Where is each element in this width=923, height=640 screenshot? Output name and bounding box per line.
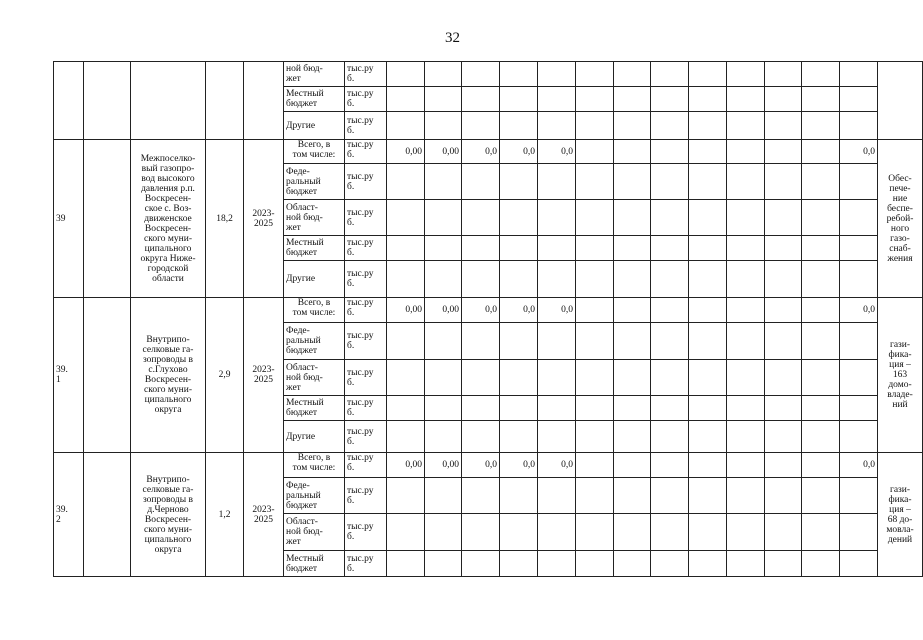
empty-cell <box>387 87 425 112</box>
value-cell: 0,0 <box>840 453 878 478</box>
empty-cell <box>802 298 840 323</box>
empty-cell <box>727 396 765 421</box>
empty-cell <box>727 112 765 140</box>
unit-label: тыс.ру б. <box>345 164 387 200</box>
value-cell: 0,0 <box>538 453 576 478</box>
empty-cell <box>651 478 689 514</box>
blank-cell <box>84 453 131 577</box>
empty-cell <box>651 236 689 261</box>
empty-cell <box>840 478 878 514</box>
empty-cell <box>651 62 689 87</box>
empty-cell <box>538 236 576 261</box>
empty-cell <box>387 200 425 236</box>
value-cell: 0,00 <box>425 298 462 323</box>
empty-cell <box>765 323 802 360</box>
empty-cell <box>802 236 840 261</box>
empty-cell <box>387 164 425 200</box>
funding-source-label: Местный бюджет <box>284 87 345 112</box>
expected-result: гази- фика- ция – 163 домо- владе- ний <box>878 298 923 453</box>
funding-source-label: Феде- ральный бюджет <box>284 478 345 514</box>
empty-cell <box>727 478 765 514</box>
empty-cell <box>651 200 689 236</box>
empty-cell <box>765 551 802 577</box>
empty-cell <box>387 62 425 87</box>
empty-cell <box>538 478 576 514</box>
empty-cell <box>462 261 500 298</box>
empty-cell <box>727 200 765 236</box>
empty-cell <box>500 396 538 421</box>
empty-cell <box>425 112 462 140</box>
empty-cell <box>614 112 651 140</box>
empty-cell <box>500 360 538 396</box>
unit-label: тыс.ру б. <box>345 514 387 551</box>
funding-source-label: Феде- ральный бюджет <box>284 164 345 200</box>
blank-cell <box>84 140 131 298</box>
empty-cell <box>576 478 614 514</box>
empty-cell <box>689 421 727 453</box>
object-number: 39. 2 <box>54 453 84 577</box>
object-period: 2023- 2025 <box>244 453 284 577</box>
empty-cell <box>462 360 500 396</box>
empty-cell <box>614 200 651 236</box>
empty-cell <box>802 396 840 421</box>
empty-cell <box>576 236 614 261</box>
empty-cell <box>425 62 462 87</box>
empty-cell <box>576 164 614 200</box>
empty-cell <box>462 323 500 360</box>
empty-cell <box>802 62 840 87</box>
empty-cell <box>538 200 576 236</box>
empty-cell <box>576 551 614 577</box>
object-period: 2023- 2025 <box>244 298 284 453</box>
empty-cell <box>765 200 802 236</box>
empty-cell <box>538 261 576 298</box>
empty-cell <box>651 396 689 421</box>
empty-cell <box>765 62 802 87</box>
empty-cell <box>614 164 651 200</box>
empty-cell <box>614 323 651 360</box>
blank-cell <box>84 62 131 140</box>
empty-cell <box>614 236 651 261</box>
empty-cell <box>614 396 651 421</box>
empty-cell <box>462 87 500 112</box>
empty-cell <box>689 112 727 140</box>
empty-cell <box>538 112 576 140</box>
empty-cell <box>614 62 651 87</box>
unit-label: тыс.ру б. <box>345 551 387 577</box>
num-cell <box>54 62 84 140</box>
empty-cell <box>727 323 765 360</box>
empty-cell <box>576 298 614 323</box>
empty-cell <box>840 87 878 112</box>
empty-cell <box>651 112 689 140</box>
unit-label: тыс.ру б. <box>345 87 387 112</box>
empty-cell <box>614 298 651 323</box>
empty-cell <box>500 261 538 298</box>
empty-cell <box>689 360 727 396</box>
empty-cell <box>387 551 425 577</box>
funding-source-label: Другие <box>284 261 345 298</box>
empty-cell <box>651 453 689 478</box>
empty-cell <box>765 298 802 323</box>
empty-cell <box>425 87 462 112</box>
empty-cell <box>614 360 651 396</box>
funding-source-label: Феде- ральный бюджет <box>284 323 345 360</box>
empty-cell <box>689 298 727 323</box>
empty-cell <box>765 164 802 200</box>
empty-cell <box>765 87 802 112</box>
empty-cell <box>651 514 689 551</box>
empty-cell <box>614 87 651 112</box>
empty-cell <box>765 514 802 551</box>
empty-cell <box>840 360 878 396</box>
funding-source-label: Област- ной бюд- жет <box>284 360 345 396</box>
table-body <box>54 62 923 577</box>
object-length: 2,9 <box>206 298 244 453</box>
empty-cell <box>462 200 500 236</box>
empty-cell <box>425 200 462 236</box>
empty-cell <box>462 164 500 200</box>
value-cell: 0,0 <box>500 298 538 323</box>
empty-cell <box>802 323 840 360</box>
unit-label: тыс.ру б. <box>345 140 387 164</box>
empty-cell <box>765 478 802 514</box>
value-cell: 0,0 <box>500 453 538 478</box>
empty-cell <box>576 514 614 551</box>
empty-cell <box>462 551 500 577</box>
object-name: Внутрипо- селковые га- зопроводы в с.Глухово Воскресен- ского муни- ципального округа <box>131 298 206 453</box>
empty-cell <box>651 323 689 360</box>
empty-cell <box>576 453 614 478</box>
funding-source-label: Област- ной бюд- жет <box>284 200 345 236</box>
empty-cell <box>425 360 462 396</box>
expected-result: гази- фика- ция – 68 до- мовла- дений <box>878 453 923 577</box>
empty-cell <box>614 478 651 514</box>
empty-cell <box>576 62 614 87</box>
empty-cell <box>462 421 500 453</box>
empty-cell <box>765 396 802 421</box>
value-cell: 0,00 <box>387 298 425 323</box>
empty-cell <box>689 261 727 298</box>
empty-cell <box>689 478 727 514</box>
object-name: Внутрипо- селковые га- зопроводы в д.Черново Воскресен- ского муни- ципального округа <box>131 453 206 577</box>
empty-cell <box>500 62 538 87</box>
empty-cell <box>538 323 576 360</box>
result-cell <box>878 62 923 140</box>
empty-cell <box>651 164 689 200</box>
empty-cell <box>387 421 425 453</box>
object-number: 39 <box>54 140 84 298</box>
period-cell <box>244 62 284 140</box>
empty-cell <box>727 87 765 112</box>
unit-label: тыс.ру б. <box>345 478 387 514</box>
unit-label: тыс.ру б. <box>345 360 387 396</box>
table-row <box>54 140 923 164</box>
empty-cell <box>576 323 614 360</box>
empty-cell <box>576 261 614 298</box>
empty-cell <box>500 87 538 112</box>
empty-cell <box>500 551 538 577</box>
empty-cell <box>500 164 538 200</box>
funding-table <box>53 61 923 577</box>
object-period: 2023- 2025 <box>244 140 284 298</box>
table-row <box>54 453 923 478</box>
empty-cell <box>689 200 727 236</box>
empty-cell <box>538 421 576 453</box>
empty-cell <box>387 323 425 360</box>
empty-cell <box>651 87 689 112</box>
empty-cell <box>840 551 878 577</box>
length-cell <box>206 62 244 140</box>
empty-cell <box>802 200 840 236</box>
empty-cell <box>538 551 576 577</box>
empty-cell <box>727 261 765 298</box>
name-cell <box>131 62 206 140</box>
empty-cell <box>651 421 689 453</box>
empty-cell <box>689 236 727 261</box>
empty-cell <box>727 298 765 323</box>
empty-cell <box>727 236 765 261</box>
empty-cell <box>500 514 538 551</box>
funding-source-label: Всего, в том числе: <box>284 453 345 478</box>
empty-cell <box>387 396 425 421</box>
value-cell: 0,0 <box>500 140 538 164</box>
funding-source-label: Другие <box>284 421 345 453</box>
funding-source-label: Местный бюджет <box>284 396 345 421</box>
empty-cell <box>802 421 840 453</box>
funding-source-label: Местный бюджет <box>284 551 345 577</box>
empty-cell <box>614 261 651 298</box>
funding-source-label: Другие <box>284 112 345 140</box>
empty-cell <box>387 261 425 298</box>
empty-cell <box>425 323 462 360</box>
value-cell: 0,0 <box>462 453 500 478</box>
blank-cell <box>84 298 131 453</box>
empty-cell <box>614 551 651 577</box>
expected-result: Обес- пече- ние беспе- ребой- ного газо- снаб- жения <box>878 140 923 298</box>
empty-cell <box>727 140 765 164</box>
empty-cell <box>614 421 651 453</box>
empty-cell <box>802 164 840 200</box>
object-length: 1,2 <box>206 453 244 577</box>
empty-cell <box>840 164 878 200</box>
empty-cell <box>387 112 425 140</box>
value-cell: 0,00 <box>387 453 425 478</box>
unit-label: тыс.ру б. <box>345 62 387 87</box>
empty-cell <box>840 514 878 551</box>
empty-cell <box>840 261 878 298</box>
empty-cell <box>802 261 840 298</box>
empty-cell <box>462 112 500 140</box>
empty-cell <box>500 323 538 360</box>
empty-cell <box>689 87 727 112</box>
empty-cell <box>387 478 425 514</box>
empty-cell <box>651 298 689 323</box>
empty-cell <box>765 236 802 261</box>
empty-cell <box>802 360 840 396</box>
empty-cell <box>500 421 538 453</box>
object-number: 39. 1 <box>54 298 84 453</box>
empty-cell <box>538 514 576 551</box>
empty-cell <box>689 62 727 87</box>
empty-cell <box>765 112 802 140</box>
empty-cell <box>576 112 614 140</box>
empty-cell <box>689 453 727 478</box>
empty-cell <box>425 396 462 421</box>
empty-cell <box>614 453 651 478</box>
empty-cell <box>802 453 840 478</box>
empty-cell <box>614 514 651 551</box>
empty-cell <box>765 261 802 298</box>
empty-cell <box>689 323 727 360</box>
empty-cell <box>689 164 727 200</box>
unit-label: тыс.ру б. <box>345 200 387 236</box>
unit-label: тыс.ру б. <box>345 453 387 478</box>
empty-cell <box>765 360 802 396</box>
unit-label: тыс.ру б. <box>345 396 387 421</box>
empty-cell <box>765 453 802 478</box>
empty-cell <box>840 421 878 453</box>
empty-cell <box>840 323 878 360</box>
funding-source-label: Област- ной бюд- жет <box>284 514 345 551</box>
page-number: 32 <box>445 30 460 46</box>
object-name: Межпоселко- вый газопро- вод высокого давления р.п. Воскресен- ское с. Воз- движенское Воскресен- ского муни- ципального округа Ниже- городской области <box>131 140 206 298</box>
empty-cell <box>538 360 576 396</box>
empty-cell <box>727 514 765 551</box>
empty-cell <box>500 200 538 236</box>
empty-cell <box>425 551 462 577</box>
empty-cell <box>802 112 840 140</box>
empty-cell <box>727 62 765 87</box>
empty-cell <box>689 140 727 164</box>
empty-cell <box>387 514 425 551</box>
funding-source-label: Всего, в том числе: <box>284 298 345 323</box>
value-cell: 0,0 <box>462 140 500 164</box>
empty-cell <box>576 360 614 396</box>
empty-cell <box>689 514 727 551</box>
empty-cell <box>802 514 840 551</box>
empty-cell <box>500 478 538 514</box>
empty-cell <box>462 62 500 87</box>
empty-cell <box>802 140 840 164</box>
funding-source-label: ной бюд- жет <box>284 62 345 87</box>
empty-cell <box>425 261 462 298</box>
empty-cell <box>840 200 878 236</box>
value-cell: 0,00 <box>387 140 425 164</box>
empty-cell <box>425 478 462 514</box>
empty-cell <box>538 164 576 200</box>
value-cell: 0,0 <box>538 298 576 323</box>
empty-cell <box>727 551 765 577</box>
empty-cell <box>689 396 727 421</box>
empty-cell <box>840 112 878 140</box>
value-cell: 0,00 <box>425 453 462 478</box>
unit-label: тыс.ру б. <box>345 323 387 360</box>
empty-cell <box>727 360 765 396</box>
empty-cell <box>840 62 878 87</box>
empty-cell <box>462 514 500 551</box>
empty-cell <box>727 453 765 478</box>
empty-cell <box>425 164 462 200</box>
value-cell: 0,0 <box>840 298 878 323</box>
table-row <box>54 62 923 87</box>
empty-cell <box>576 421 614 453</box>
empty-cell <box>462 396 500 421</box>
empty-cell <box>802 87 840 112</box>
empty-cell <box>425 236 462 261</box>
empty-cell <box>387 360 425 396</box>
unit-label: тыс.ру б. <box>345 112 387 140</box>
empty-cell <box>425 421 462 453</box>
empty-cell <box>727 164 765 200</box>
table-row <box>54 298 923 323</box>
empty-cell <box>462 236 500 261</box>
funding-source-label: Местный бюджет <box>284 236 345 261</box>
unit-label: тыс.ру б. <box>345 298 387 323</box>
empty-cell <box>802 551 840 577</box>
empty-cell <box>651 140 689 164</box>
empty-cell <box>538 87 576 112</box>
empty-cell <box>425 514 462 551</box>
empty-cell <box>614 140 651 164</box>
empty-cell <box>387 236 425 261</box>
value-cell: 0,0 <box>840 140 878 164</box>
empty-cell <box>765 140 802 164</box>
value-cell: 0,0 <box>538 140 576 164</box>
empty-cell <box>462 478 500 514</box>
empty-cell <box>538 396 576 421</box>
empty-cell <box>840 236 878 261</box>
empty-cell <box>500 112 538 140</box>
empty-cell <box>538 62 576 87</box>
empty-cell <box>576 140 614 164</box>
unit-label: тыс.ру б. <box>345 261 387 298</box>
empty-cell <box>765 421 802 453</box>
empty-cell <box>576 87 614 112</box>
empty-cell <box>840 396 878 421</box>
empty-cell <box>576 396 614 421</box>
empty-cell <box>689 551 727 577</box>
unit-label: тыс.ру б. <box>345 421 387 453</box>
value-cell: 0,0 <box>462 298 500 323</box>
empty-cell <box>802 478 840 514</box>
empty-cell <box>651 360 689 396</box>
empty-cell <box>651 551 689 577</box>
object-length: 18,2 <box>206 140 244 298</box>
funding-source-label: Всего, в том числе: <box>284 140 345 164</box>
value-cell: 0,00 <box>425 140 462 164</box>
empty-cell <box>500 236 538 261</box>
empty-cell <box>651 261 689 298</box>
unit-label: тыс.ру б. <box>345 236 387 261</box>
empty-cell <box>727 421 765 453</box>
empty-cell <box>576 200 614 236</box>
